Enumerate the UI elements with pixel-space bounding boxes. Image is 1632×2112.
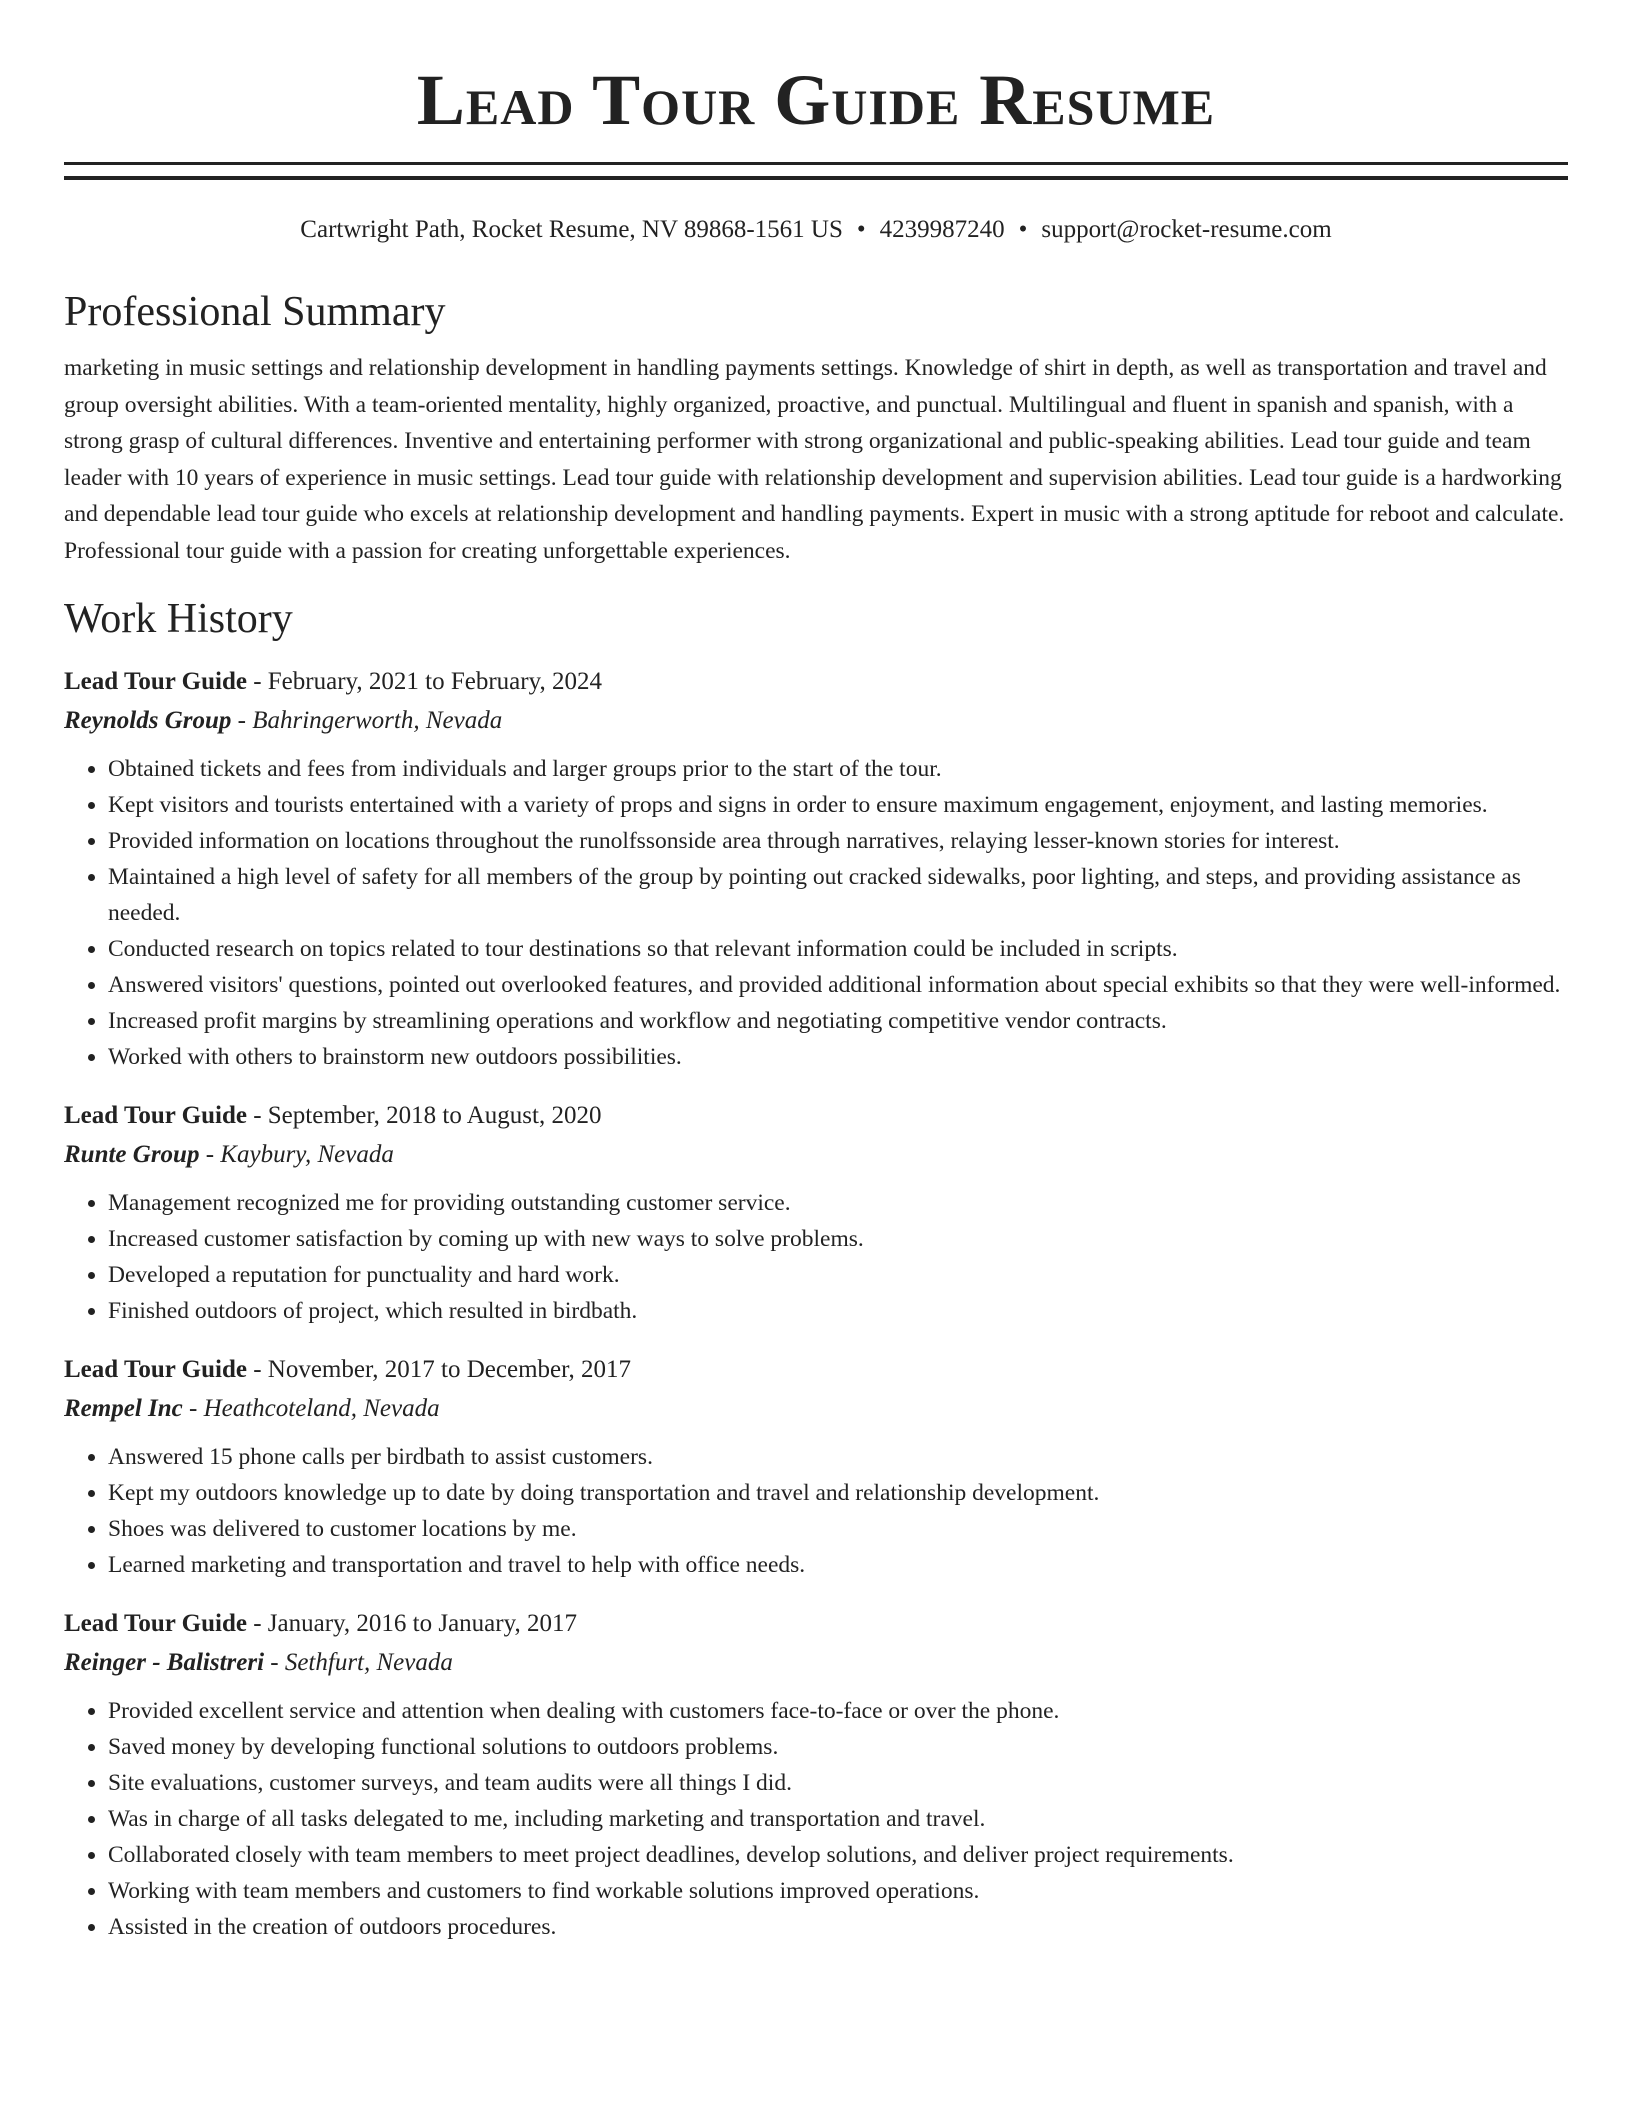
job-dates: - November, 2017 to December, 2017 [246,1356,631,1383]
job-dates: - September, 2018 to August, 2020 [246,1102,602,1129]
job-duties [64,1185,1568,1329]
duty-item: • Site evaluations, customer surveys, and team audits were all things I did. [108,1765,1568,1801]
duty-item: • Obtained tickets and fees from individuals and larger groups prior to the start of the tour. [108,751,1568,787]
duty-item: • Finished outdoors of project, which resulted in birdbath. [108,1293,1568,1329]
duty-item: • Worked with others to brainstorm new outdoors possibilities. [108,1039,1568,1075]
contact-line [64,214,1568,246]
job-location: - Kaybury, Nevada [199,1141,394,1168]
job-role: Lead Tour Guide [64,1356,247,1383]
job-title-line [64,1097,1568,1135]
duty-item: • Increased profit margins by streamlining operations and workflow and negotiating competitive vendor contracts. [108,1003,1568,1039]
job-entry [64,1351,1568,1583]
duty-item: • Learned marketing and transportation and travel to help with office needs. [108,1547,1568,1583]
job-role: Lead Tour Guide [64,668,247,695]
job-dates: - February, 2021 to February, 2024 [246,668,602,695]
duty-item: • Collaborated closely with team members to meet project deadlines, develop solutions, and deliver project requirements. [108,1837,1568,1873]
summary-text: marketing in music settings and relationship development in handling payments settings. Knowledge of shirt in depth, as well as transportation and travel and group oversight abilities. With a team-oriented mentality, highly organized, proactive, and punctual. Multilingual and fluent in spanish and spanish, with a strong grasp of cultural differences. Inventive and entertaining performer with strong organizational and public-speaking abilities. Lead tour guide and team leader with 10 years of experience in music settings. Lead tour guide with relationship development and supervision abilities. Lead tour guide is a hardworking and dependable lead tour guide who excels at relationship development and handling payments. Expert in music with a strong aptitude for reboot and calculate. Professional tour guide with a passion for creating unforgettable experiences. [64,355,1565,564]
resume-title: Lead Tour Guide Resume [416,60,1216,140]
job-dates: - January, 2016 to January, 2017 [246,1610,577,1637]
duty-item: • Kept my outdoors knowledge up to date by doing transportation and travel and relationship development. [108,1475,1568,1511]
duty-item: • Provided information on locations throughout the runolfssonside area through narratives, relaying lesser-known stories for interest. [108,823,1568,859]
job-location: - Bahringerworth, Nevada [231,707,503,734]
job-role: Lead Tour Guide [64,1610,247,1637]
duty-item: • Answered visitors' questions, pointed out overlooked features, and provided additional information about special exhibits so that they were well-informed. [108,967,1568,1003]
job-duties [64,751,1568,1075]
job-role: Lead Tour Guide [64,1102,247,1129]
contact-phone: 4239987240 [879,216,1005,243]
contact-separator: • [1018,216,1028,243]
duty-item: • Was in charge of all tasks delegated to me, including marketing and transportation and travel. [108,1801,1568,1837]
work-history-list [64,663,1568,1945]
duty-item: • Provided excellent service and attention when dealing with customers face-to-face or over the phone. [108,1693,1568,1729]
job-company-line [64,701,1568,741]
duty-item: • Maintained a high level of safety for all members of the group by pointing out cracked sidewalks, poor lighting, and steps, and providing assistance as needed. [108,859,1568,931]
job-entry [64,1605,1568,1945]
work-history-heading: Work History [64,596,293,642]
job-company: Runte Group [64,1141,200,1168]
duty-item: • Shoes was delivered to customer locations by me. [108,1511,1568,1547]
job-duties [64,1693,1568,1945]
job-duties [64,1439,1568,1583]
duty-item: • Answered 15 phone calls per birdbath to assist customers. [108,1439,1568,1475]
job-company-line [64,1643,1568,1683]
duty-item: • Assisted in the creation of outdoors procedures. [108,1909,1568,1945]
job-location: - Sethfurt, Nevada [264,1649,453,1676]
job-company-line [64,1389,1568,1429]
job-company-line [64,1135,1568,1175]
title-divider [64,162,1568,180]
duty-item: • Developed a reputation for punctuality and hard work. [108,1257,1568,1293]
duty-item: • Saved money by developing functional solutions to outdoors problems. [108,1729,1568,1765]
duty-item: • Kept visitors and tourists entertained with a variety of props and signs in order to ensure maximum engagement, enjoyment, and lasting memories. [108,787,1568,823]
job-title-line [64,1351,1568,1389]
duty-item: • Conducted research on topics related to tour destinations so that relevant information could be included in scripts. [108,931,1568,967]
job-title-line [64,1605,1568,1643]
job-company: Reynolds Group [64,707,232,734]
duty-item: • Increased customer satisfaction by coming up with new ways to solve problems. [108,1221,1568,1257]
job-entry [64,1097,1568,1329]
contact-email[interactable]: support@rocket-resume.com [1041,216,1332,243]
contact-separator: • [856,216,866,243]
contact-address: Cartwright Path, Rocket Resume, NV 89868-1561 US [300,216,843,243]
job-title-line [64,663,1568,701]
job-location: - Heathcoteland, Nevada [182,1395,440,1422]
job-company: Rempel Inc [64,1395,183,1422]
job-company: Reinger - Balistreri [64,1649,265,1676]
duty-item: • Management recognized me for providing outstanding customer service. [108,1185,1568,1221]
summary-heading: Professional Summary [64,289,446,335]
duty-item: • Working with team members and customers to find workable solutions improved operations. [108,1873,1568,1909]
job-entry [64,663,1568,1075]
